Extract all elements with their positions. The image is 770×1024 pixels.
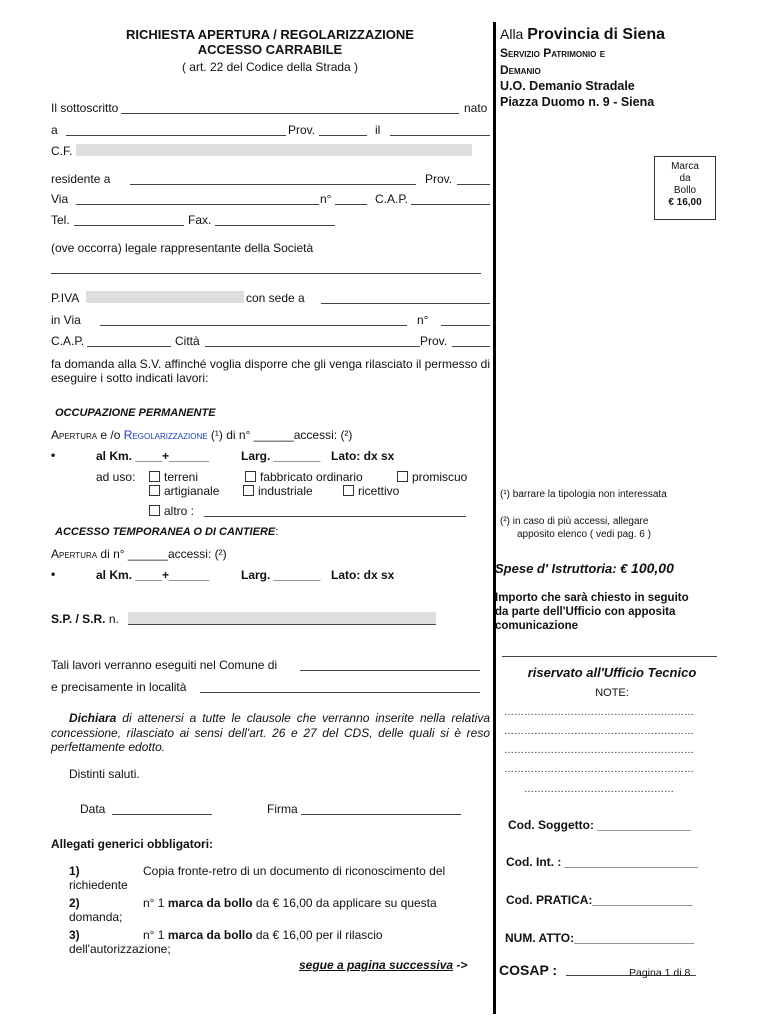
temp-lato: Lato: dx sx xyxy=(331,568,395,582)
page-number: Pagina 1 di 8 xyxy=(629,967,691,979)
addressee-line xyxy=(500,26,665,44)
label-ove-occorra: (ove occorra) legale rappresentante della Società xyxy=(51,241,314,255)
label-firma: Firma xyxy=(267,802,298,816)
label-sottoscritto: Il sottoscritto xyxy=(51,101,119,115)
label-con-sede: con sede a xyxy=(246,291,305,305)
localita-field[interactable] xyxy=(200,692,480,693)
accessi-note: (¹) di n° ______accessi: (²) xyxy=(207,428,353,442)
label-cf: C.F. xyxy=(51,144,73,158)
label-data: Data xyxy=(80,802,106,816)
label-n: n° xyxy=(320,192,332,206)
note-line-5[interactable]: ……………………………………… xyxy=(524,784,674,795)
bollo-line-2: da xyxy=(679,173,691,184)
cosap-label: COSAP : xyxy=(499,962,558,978)
segue-link[interactable]: segue a pagina successiva -> xyxy=(299,958,468,972)
ufficio-title: riservato all'Ufficio Tecnico xyxy=(527,665,697,680)
civico-field[interactable] xyxy=(335,204,367,205)
checkbox-fabbricato[interactable]: fabbricato ordinario xyxy=(245,470,363,484)
allegato-3-cont: dell'autorizzazione; xyxy=(69,942,171,956)
bollo-line-1: Marca xyxy=(671,161,699,172)
prov-residenza-field[interactable] xyxy=(457,184,490,185)
label-comune: Tali lavori verranno eseguiti nel Comune di xyxy=(51,658,278,672)
bollo-line-3: Bollo xyxy=(673,185,697,196)
label-a: a xyxy=(51,123,58,137)
sede-cap-field[interactable] xyxy=(87,346,171,347)
occupazione-tipologia xyxy=(51,428,352,442)
note-line-4[interactable]: ………………………………………………… xyxy=(504,764,694,775)
label-il: il xyxy=(375,123,381,137)
label-nato: nato xyxy=(464,101,488,115)
residente-field[interactable] xyxy=(130,184,416,185)
allegato-1-num: 1) xyxy=(69,864,80,878)
temp-apertura-label: Apertura xyxy=(51,547,98,561)
cod-int[interactable]: Cod. Int. : ____________________ xyxy=(506,855,699,869)
ad-uso-label: ad uso: xyxy=(96,470,136,484)
label-fax: Fax. xyxy=(188,213,212,227)
title-line-2: ACCESSO CARRABILE xyxy=(197,42,343,57)
codice-fiscale-field[interactable] xyxy=(76,144,472,156)
temp-larg: Larg. _______ xyxy=(241,568,321,582)
nota-2a: (²) in caso di più accessi, allegare xyxy=(500,516,649,527)
label-tel: Tel. xyxy=(51,213,70,227)
bullet-2: • xyxy=(51,567,56,581)
addressee-uo: U.O. Demanio Stradale xyxy=(500,79,635,93)
fax-field[interactable] xyxy=(215,225,335,226)
temporaneo-heading-line: ACCESSO TEMPORANEA O DI CANTIERE: xyxy=(55,526,279,538)
distinti-saluti: Distinti saluti. xyxy=(69,767,140,781)
label-via: Via xyxy=(51,192,69,206)
sp-sr-line: S.P. / S.R. n. xyxy=(51,612,119,626)
dichiara-text: di attenersi a tutte le clausole che verranno inserite nella relativa concessione, rilasciato ai sensi dell'art. 26 e 27 del CDS, delle quali si è reso perfettamente edotto. xyxy=(51,711,490,754)
temporaneo-accessi: Apertura di n° ______accessi: (²) xyxy=(51,547,227,561)
label-prov-sede: Prov. xyxy=(420,334,448,348)
label-prov-residenza: Prov. xyxy=(425,172,453,186)
importo-line-3: comunicazione xyxy=(495,620,579,632)
nota-1: (¹) barrare la tipologia non interessata xyxy=(500,489,667,500)
sp-sr-underline xyxy=(128,624,436,625)
note-line-2[interactable]: ………………………………………………… xyxy=(504,726,694,737)
num-atto[interactable]: NUM. ATTO:__________________ xyxy=(505,931,695,945)
title-line-1: RICHIESTA APERTURA / REGOLARIZZAZIONE xyxy=(126,27,414,42)
allegato-3-num: 3) xyxy=(69,928,80,942)
addressee-provincia: Provincia di Siena xyxy=(527,26,666,43)
allegato-2-text: n° 1 marca da bollo da € 16,00 da applicare su questa xyxy=(143,896,437,910)
checkbox-terreni[interactable]: terreni xyxy=(149,470,198,484)
addressee-servizio: Servizio Patrimonio e xyxy=(500,46,606,60)
label-prov: Prov. xyxy=(288,123,316,137)
label-localita: e precisamente in località xyxy=(51,680,187,694)
note-line-3[interactable]: ………………………………………………… xyxy=(504,745,694,756)
allegato-2-num: 2) xyxy=(69,896,80,910)
addressee-alla: Alla xyxy=(500,26,524,42)
checkbox-promiscuo[interactable]: promiscuo xyxy=(397,470,467,484)
checkbox-artigianale[interactable]: artigianale xyxy=(149,484,219,498)
checkbox-ricettivo[interactable]: ricettivo xyxy=(343,484,399,498)
sede-field[interactable] xyxy=(321,303,490,304)
piva-field[interactable] xyxy=(86,291,244,303)
societa-field[interactable] xyxy=(51,273,481,274)
title-subtitle: ( art. 22 del Codice della Strada ) xyxy=(181,60,359,74)
checkbox-industriale[interactable]: industriale xyxy=(243,484,313,498)
cod-pratica[interactable]: Cod. PRATICA:_______________ xyxy=(506,893,693,907)
allegati-heading: Allegati generici obbligatori: xyxy=(51,837,214,851)
column-divider xyxy=(493,22,496,1014)
importo-line-2: da parte dell'Ufficio con apposita xyxy=(495,606,676,618)
domanda-paragraph: fa domanda alla S.V. affinché voglia disporre che gli venga rilasciato il permesso di eseguire i sotto indicati lavori: xyxy=(51,357,490,385)
occ-al-km: al Km. ____+______ xyxy=(96,449,210,463)
ufficio-separator xyxy=(502,656,717,657)
sede-via-field[interactable] xyxy=(100,325,407,326)
addressee-demanio: Demanio xyxy=(500,63,541,77)
sede-citta-field[interactable] xyxy=(205,346,420,347)
temp-al-km: al Km. ____+______ xyxy=(96,568,210,582)
bollo-line-4: € 16,00 xyxy=(668,197,702,208)
label-cap-sede: C.A.P. xyxy=(51,334,85,348)
tel-field[interactable] xyxy=(74,225,184,226)
label-citta: Città xyxy=(175,334,200,348)
spese-istruttoria: Spese d' Istruttoria: € 100,00 xyxy=(495,560,674,576)
bullet-1: • xyxy=(51,448,56,462)
sede-civico-field[interactable] xyxy=(441,325,490,326)
luogo-nascita-field[interactable] xyxy=(66,135,286,136)
regolarizzazione-label: Regolarizzazione xyxy=(123,428,208,442)
eo-label: e /o xyxy=(97,428,124,442)
occ-larg: Larg. _______ xyxy=(241,449,321,463)
allegato-1-cont: richiedente xyxy=(69,878,128,892)
dichiara-paragraph xyxy=(51,711,490,755)
allegato-3-text: n° 1 marca da bollo da € 16,00 per il rilascio xyxy=(143,928,383,942)
prov-nascita-field[interactable] xyxy=(319,135,367,136)
sede-prov-field[interactable] xyxy=(452,346,490,347)
addressee-piazza: Piazza Duomo n. 9 - Siena xyxy=(500,95,655,109)
temporaneo-heading: ACCESSO TEMPORANEA O DI CANTIERE xyxy=(55,526,276,538)
data-nascita-field[interactable] xyxy=(390,135,490,136)
label-n-sede: n° xyxy=(417,313,429,327)
dichiara-bold: Dichiara xyxy=(69,711,117,725)
sottoscritto-field[interactable] xyxy=(121,113,459,114)
data-field[interactable] xyxy=(112,814,212,815)
nota-2b: apposito elenco ( vedi pag. 6 ) xyxy=(517,529,651,540)
label-in-via: in Via xyxy=(51,313,81,327)
firma-field[interactable] xyxy=(301,814,461,815)
label-residente: residente a xyxy=(51,172,111,186)
altro-field[interactable] xyxy=(204,516,466,517)
occupazione-heading: OCCUPAZIONE PERMANENTE xyxy=(55,407,216,419)
label-piva: P.IVA xyxy=(51,291,80,305)
allegato-2-cont: domanda; xyxy=(69,910,123,924)
checkbox-altro[interactable]: altro : xyxy=(149,504,194,518)
marca-da-bollo-box xyxy=(654,156,716,220)
allegato-1-text: Copia fronte-retro di un documento di riconoscimento del xyxy=(143,864,446,878)
sp-sr-field[interactable] xyxy=(128,612,436,624)
note-line-1[interactable]: ………………………………………………… xyxy=(504,707,694,718)
cod-soggetto[interactable]: Cod. Soggetto: ______________ xyxy=(508,818,691,832)
importo-line-1: Importo che sarà chiesto in seguito xyxy=(495,592,689,604)
ufficio-note-label: NOTE: xyxy=(595,687,629,699)
apertura-label: Apertura xyxy=(51,428,98,442)
cap-field[interactable] xyxy=(411,204,490,205)
comune-field[interactable] xyxy=(300,670,480,671)
label-cap: C.A.P. xyxy=(375,192,409,206)
sp-sr-label: S.P. / S.R. xyxy=(51,612,106,626)
occ-lato: Lato: dx sx xyxy=(331,449,395,463)
via-field[interactable] xyxy=(76,204,319,205)
